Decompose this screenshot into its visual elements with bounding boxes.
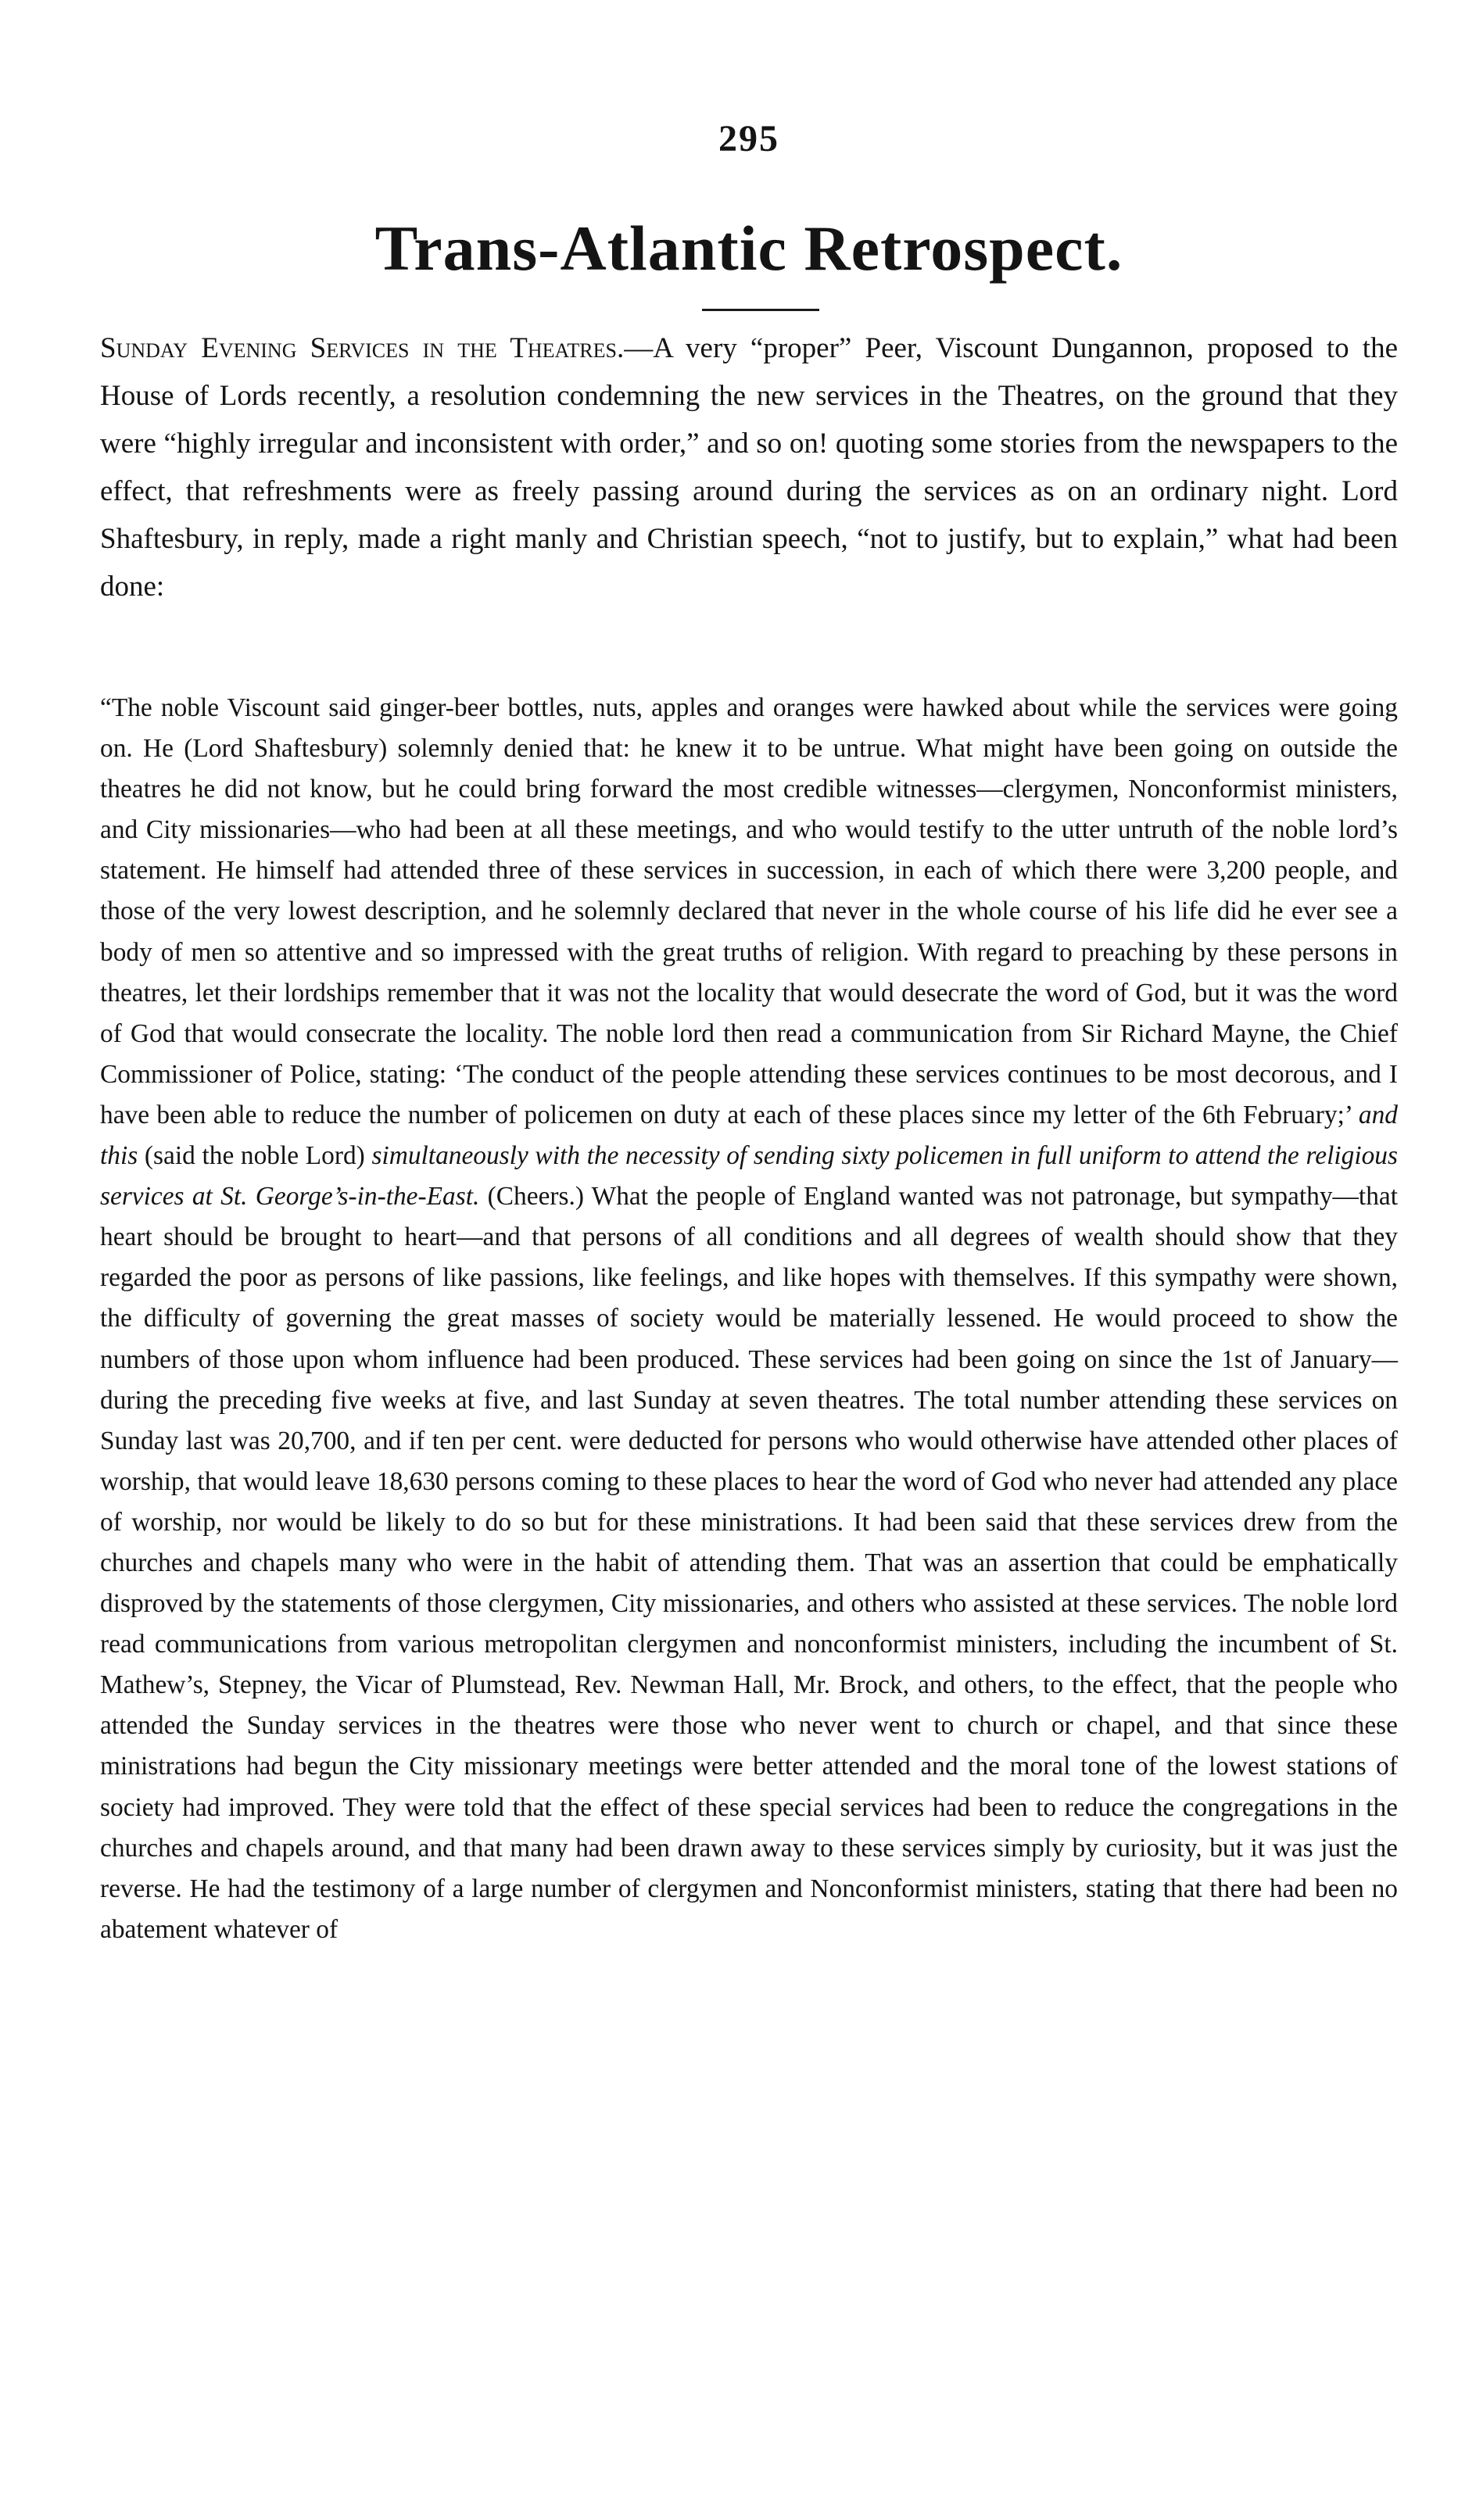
page-title: Trans-Atlantic Retrospect.	[374, 213, 1123, 284]
quote-italic-passage: simultaneously with the necessity of sending sixty policemen in full uniform to attend the religious services at St. George’s-in-the-East.	[100, 1141, 1398, 1212]
quote-italic-phrase: and this	[100, 1100, 1398, 1171]
quote-text-part3: (Cheers.) What the people of England wanted was not patronage, but sympathy—that heart should be brought to heart—and that persons of all conditions and all degrees of wealth should show that they regarded the poor as persons of like passions, like feelings, and like hopes with themselves. If this sympathy were shown, the difficulty of governing the great masses of society would be materially lessened. He would proceed to show the numbers of those upon whom influence had been produced. These services had been going on since the 1st of January—during the preceding five weeks at five, and last Sunday at seven theatres. The total number attending these services on Sunday last was 20,700, and if ten per cent. were deducted for persons who would otherwise have attended other places of worship, that would leave 18,630 persons coming to these places to hear the word of God who never had attended any place of worship, nor would be likely to do so but for these ministrations. It had been said that these services drew from the churches and chapels many who were in the habit of attending them. That was an assertion that could be emphatically disproved by the statements of those clergymen, City missionaries, and others who assisted at these services. The noble lord read communications from various metropolitan clergymen and nonconformist ministers, including the incumbent of St. Mathew’s, Stepney, the Vicar of Plumstead, Rev. Newman Hall, Mr. Brock, and others, to the effect, that the people who attended the Sunday services in the theatres were those who never went to church or chapel, and that since these ministrations had begun the City missionary meetings were better attended and the moral tone of the lowest stations of society had improved. They were told that the effect of these special services had been to reduce the congregations in the churches and chapels around, and that many had been drawn away to these services simply by curiosity, but it was just the reverse. He had the testimony of a large number of clergymen and Nonconformist ministers, stating that there had been no abatement whatever of	[100, 1182, 1399, 1944]
quote-text-part2: (said the noble Lord)	[144, 1141, 365, 1171]
quote-text-part1: “The noble Viscount said ginger-beer bottles, nuts, apples and oranges were hawked about while the services were going on. He (Lord Shaftesbury) solemnly denied that: he knew it to be untrue. What might have been going on outside the theatres he did not know, but he could bring forward the most credible witnesses—clergymen, Nonconformist ministers, and City missionaries—who had been at all these meetings, and who would testify to the utter untruth of the noble lord’s statement. He himself had attended three of these services in succession, in each of which there were 3,200 people, and those of the very lowest description, and he solemnly declared that never in the whole course of his life did he ever see a body of men so attentive and so impressed with the great truths of religion. With regard to preaching by these persons in theatres, let their lordships remember that it was not the locality that would desecrate the word of God, but it was the word of God that would consecrate the locality. The noble lord then read a communication from Sir Richard Mayne, the Chief Commissioner of Police, stating: ‘The conduct of the people attending these services continues to be most decorous, and I have been able to reduce the number of policemen on duty at each of these places since my letter of the 6th February;’	[100, 693, 1398, 1129]
quoted-speech	[100, 688, 1398, 1950]
intro-paragraph	[100, 324, 1398, 610]
section-lead-in: Sunday Evening Services in the Theatres.	[100, 332, 625, 364]
page-number: 295	[718, 118, 779, 159]
intro-text: —A very “proper” Peer, Viscount Dungannon, proposed to the House of Lords recently, a resolution condemning the new services in the Theatres, on the ground that they were “highly irregular and inconsistent with order,” and so on! quoting some stories from the newspapers to the effect, that refreshments were as freely passing around during the services as on an ordinary night. Lord Shaftesbury, in reply, made a right manly and Christian speech, “not to justify, but to explain,” what had been done:	[100, 332, 1398, 603]
title-divider	[702, 309, 819, 311]
